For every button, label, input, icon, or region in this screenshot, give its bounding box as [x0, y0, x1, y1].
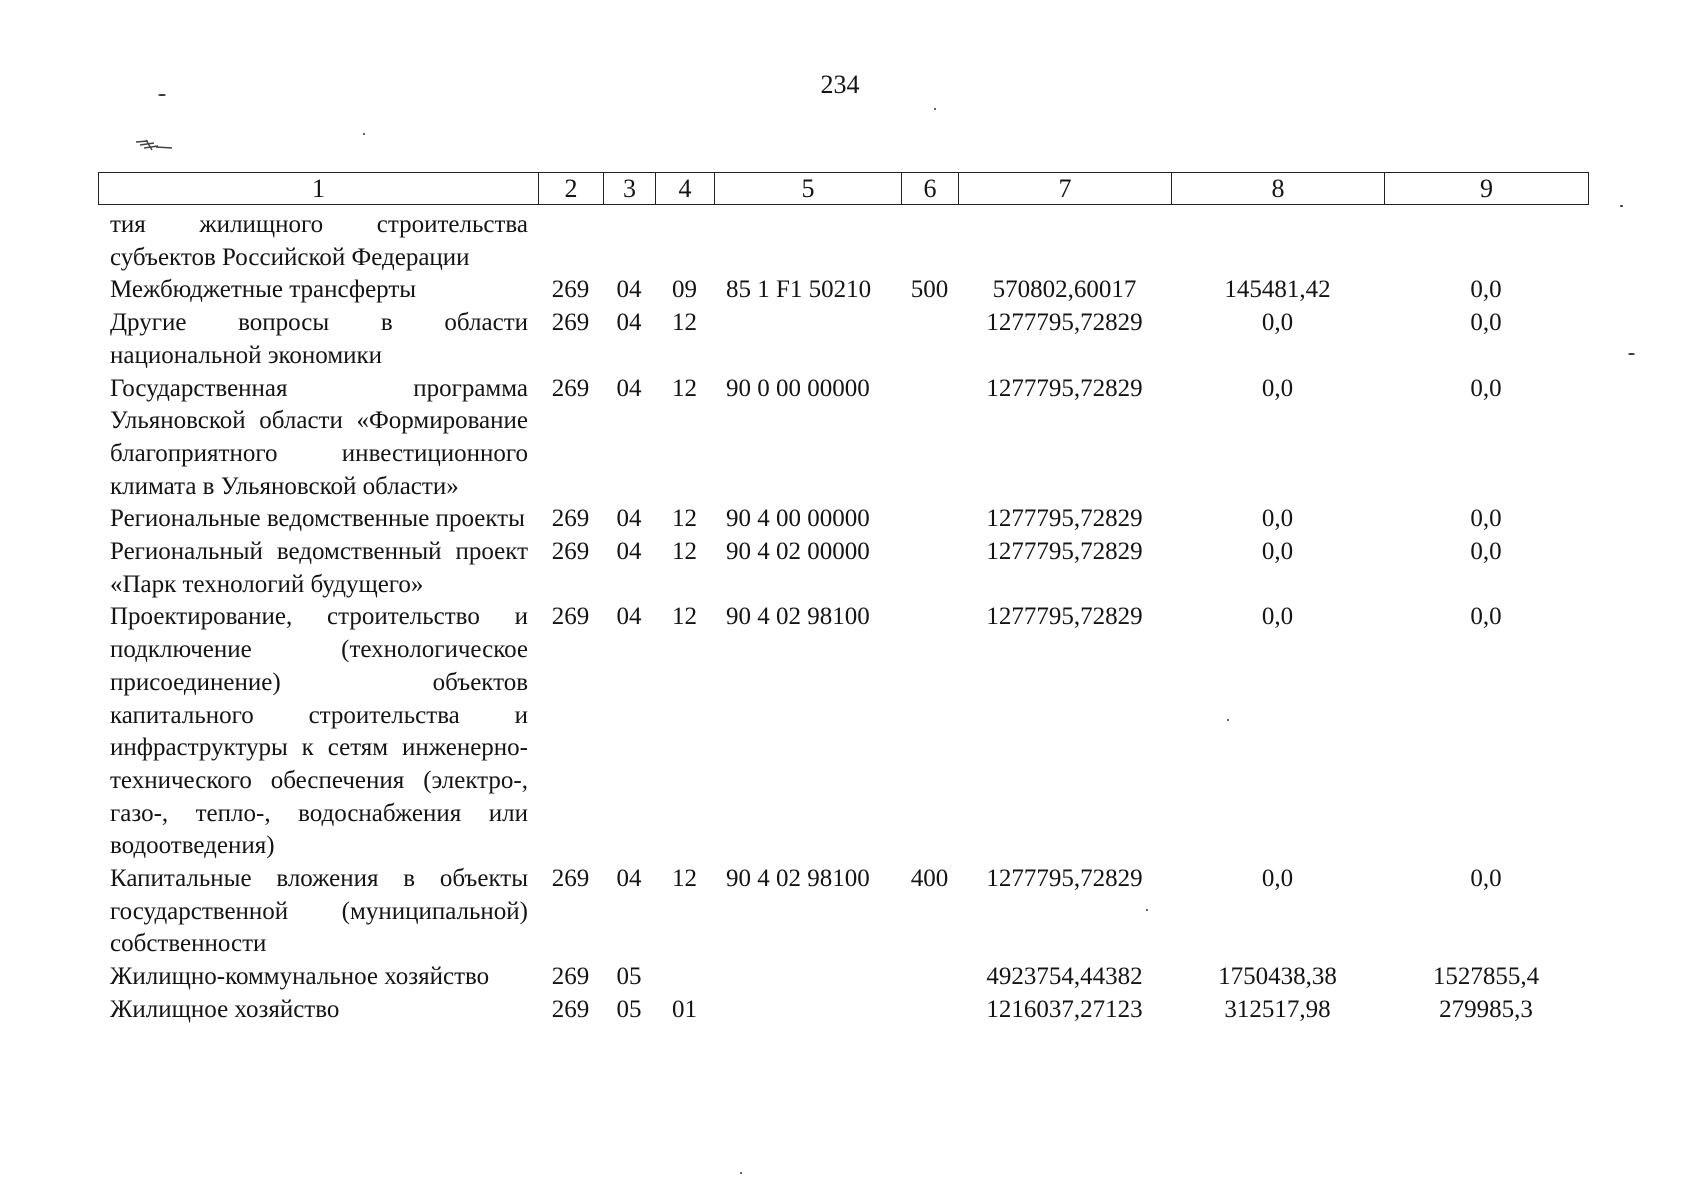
- cell-sum-2025: 1277795,72829: [986, 505, 1143, 533]
- cell-target-article: [714, 994, 901, 1027]
- cell-sub: 12: [672, 309, 697, 337]
- cell-sum-2026: 145481,42: [1224, 276, 1331, 304]
- cell-sum-2025: 1277795,72829: [986, 603, 1143, 631]
- cell-sum-2025: 1277795,72829: [986, 538, 1143, 566]
- table-row: [98, 503, 1588, 536]
- header-col-8: 8: [1172, 173, 1385, 205]
- cell-name: Региональные ведомственные проекты: [110, 505, 525, 533]
- cell-sum-2027: [1384, 209, 1588, 274]
- header-col-3: 3: [604, 173, 656, 205]
- cell-sum-2026: 0,0: [1261, 374, 1294, 402]
- cell-sum-2027: 279985,3: [1439, 995, 1533, 1023]
- cell-section: 269: [551, 276, 590, 304]
- cell-sum-2025: 1277795,72829: [986, 374, 1143, 402]
- cell-target-article: [714, 209, 901, 274]
- scan-speck: [1227, 719, 1229, 721]
- cell-expense-type: [901, 209, 958, 274]
- cell-sum-2026: [1171, 209, 1384, 274]
- cell-sub: [655, 961, 714, 994]
- header-col-5: 5: [715, 173, 902, 205]
- cell-name: Проектирование, строительство и подключение (технологическое присоединение) объектов капитального строительства и инфраструктуры к сетям инженерно-технического обеспечения (электро-, газо-, тепло-, водоснабжения или водоотведения): [110, 603, 528, 860]
- cell-expense-type: [901, 994, 958, 1027]
- table-row: [98, 373, 1588, 504]
- cell-subsection: 04: [616, 374, 642, 402]
- cell-sum-2026: 312517,98: [1224, 995, 1331, 1023]
- cell-sum-2026: 0,0: [1261, 603, 1294, 631]
- scan-speck: [363, 133, 365, 135]
- cell-section: 269: [551, 603, 590, 631]
- cell-sub: 12: [672, 538, 697, 566]
- cell-sum-2027: 0,0: [1470, 865, 1502, 893]
- cell-sum-2025: 570802,60017: [992, 276, 1137, 304]
- cell-section: 269: [551, 995, 590, 1023]
- cell-name: Жилищное хозяйство: [110, 995, 340, 1023]
- cell-name: Жилищно-коммунальное хозяйство: [110, 963, 490, 991]
- cell-sum-2025: 1216037,27123: [986, 995, 1143, 1023]
- cell-sum-2026: 0,0: [1261, 538, 1294, 566]
- cell-sum-2025: 1277795,72829: [986, 309, 1143, 337]
- cell-sub: [655, 209, 714, 274]
- cell-target-article: 90 4 02 98100: [726, 865, 870, 893]
- table-row: [98, 307, 1588, 372]
- cell-section: 269: [551, 309, 590, 337]
- cell-sum-2027: 1527855,4: [1432, 963, 1540, 991]
- cell-sub: 12: [672, 865, 697, 893]
- cell-subsection: 04: [616, 538, 642, 566]
- budget-table: [98, 209, 1588, 1027]
- header-col-4: 4: [656, 173, 715, 205]
- cell-name: Другие вопросы в области национальной экономики: [110, 309, 528, 369]
- page-number: 234: [820, 70, 860, 99]
- cell-subsection: 05: [616, 963, 642, 991]
- cell-subsection: 04: [616, 276, 642, 304]
- table-row: [98, 994, 1588, 1027]
- cell-name: тия жилищного строительства субъектов Российской Федерации: [110, 211, 528, 271]
- table-row: [98, 536, 1588, 601]
- scan-speck: [1628, 353, 1635, 355]
- cell-name: Капитальные вложения в объекты государственной (муниципальной) собственности: [110, 865, 528, 958]
- table-row: [98, 209, 1588, 274]
- cell-sum-2027: 0,0: [1470, 374, 1502, 402]
- scan-speck: [158, 94, 166, 96]
- cell-sub: 12: [672, 603, 697, 631]
- cell-sum-2025: 1277795,72829: [986, 865, 1143, 893]
- cell-name: Государственная программа Ульяновской области «Формирование благоприятного инвестиционного климата в Ульяновской области»: [110, 374, 528, 500]
- cell-sum-2025: [958, 209, 1171, 274]
- scan-speck: [1146, 909, 1148, 911]
- cell-target-article: 90 4 02 98100: [726, 603, 870, 631]
- cell-subsection: [603, 209, 655, 274]
- cell-sum-2027: 0,0: [1470, 603, 1502, 631]
- cell-sum-2026: 0,0: [1261, 309, 1294, 337]
- cell-target-article: [714, 307, 901, 372]
- scan-speck: [740, 1172, 742, 1174]
- cell-section: 269: [551, 374, 590, 402]
- table-row: [98, 961, 1588, 994]
- cell-sum-2027: 0,0: [1470, 505, 1502, 533]
- header-col-2: 2: [539, 173, 604, 205]
- cell-target-article: 90 4 02 00000: [726, 538, 870, 566]
- cell-subsection: 04: [616, 309, 642, 337]
- cell-expense-type: 500: [910, 276, 949, 304]
- cell-section: 269: [551, 865, 590, 893]
- cell-sum-2027: 0,0: [1470, 309, 1502, 337]
- cell-expense-type: [901, 373, 958, 504]
- column-header-table: [98, 172, 1589, 205]
- cell-expense-type: [901, 961, 958, 994]
- cell-name: Межбюджетные трансферты: [110, 276, 417, 304]
- scan-artifact-mark: [134, 138, 174, 152]
- cell-sub: 09: [672, 276, 697, 304]
- cell-expense-type: [901, 536, 958, 601]
- table-row: [98, 274, 1588, 307]
- cell-sum-2027: 0,0: [1470, 538, 1502, 566]
- cell-name: Региональный ведомственный проект «Парк технологий будущего»: [110, 538, 528, 598]
- cell-subsection: 04: [616, 865, 642, 893]
- cell-subsection: 04: [616, 505, 642, 533]
- cell-target-article: 85 1 F1 50210: [726, 276, 872, 304]
- table-row: [98, 601, 1588, 863]
- cell-section: [538, 209, 603, 274]
- cell-expense-type: [901, 503, 958, 536]
- cell-section: 269: [551, 538, 590, 566]
- cell-sub: 12: [672, 374, 697, 402]
- cell-sum-2025: 4923754,44382: [986, 963, 1143, 991]
- cell-subsection: 04: [616, 603, 642, 631]
- cell-expense-type: 400: [910, 865, 949, 893]
- cell-subsection: 05: [616, 995, 642, 1023]
- table-row: [98, 863, 1588, 961]
- cell-sum-2026: 0,0: [1261, 865, 1294, 893]
- cell-target-article: [714, 961, 901, 994]
- cell-target-article: 90 4 00 00000: [726, 505, 870, 533]
- cell-sum-2027: 0,0: [1470, 276, 1502, 304]
- cell-sum-2026: 1750438,38: [1218, 963, 1337, 991]
- cell-section: 269: [551, 505, 590, 533]
- header-col-7: 7: [959, 173, 1172, 205]
- cell-sub: 01: [672, 995, 697, 1023]
- cell-expense-type: [901, 307, 958, 372]
- cell-target-article: 90 0 00 00000: [726, 374, 870, 402]
- header-row: [99, 173, 1589, 205]
- scan-speck: [934, 108, 936, 110]
- cell-sum-2026: 0,0: [1261, 505, 1294, 533]
- header-col-6: 6: [902, 173, 959, 205]
- cell-expense-type: [901, 601, 958, 863]
- cell-section: 269: [551, 963, 590, 991]
- header-col-1: 1: [99, 173, 539, 205]
- scan-speck: [1620, 205, 1623, 207]
- cell-sub: 12: [672, 505, 697, 533]
- header-col-9: 9: [1385, 173, 1589, 205]
